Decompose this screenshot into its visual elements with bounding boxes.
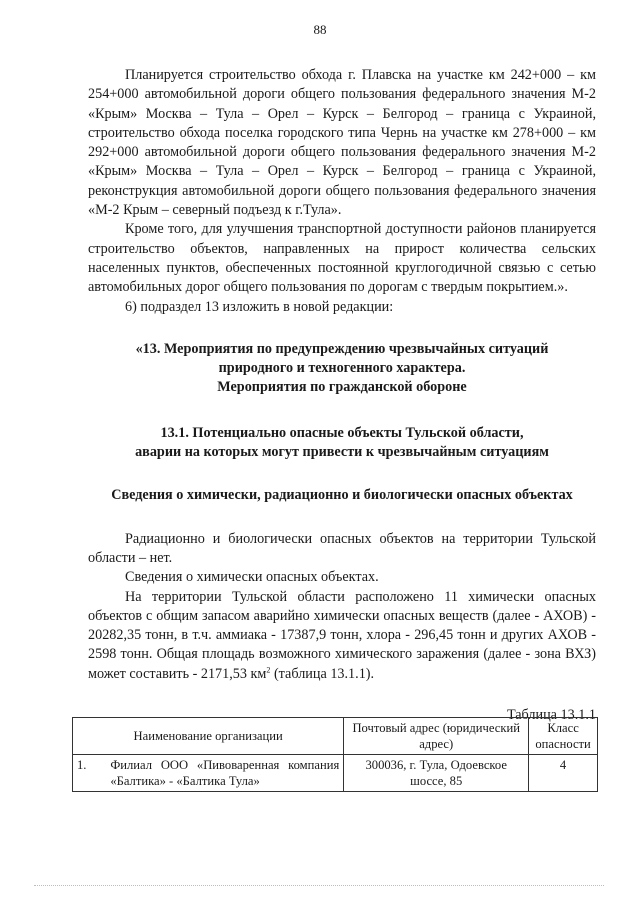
info-heading: Сведения о химически, радиационно и биологически опасных объектах	[111, 487, 573, 504]
paragraph-transport-accessibility: Кроме того, для улучшения транспортной доступности районов планируется строительство объектов, направленных на прирост количества сельских населенных пунктов, обеспеченных постоянной круглогодичной связью с сетью автомобильных дорог общего пользования по дорогам с твердым покрытием.».	[88, 221, 596, 296]
document-body	[88, 66, 596, 743]
subsection-heading-line2: аварии на которых могут привести к чрезвычайным ситуациям	[135, 444, 549, 461]
table-caption: Таблица 13.1.1	[506, 707, 596, 724]
section-heading	[88, 340, 596, 398]
section-heading-line2: природного и техногенного характера.	[218, 360, 466, 377]
row-organization-name: Филиал ООО «Пивоваренная компания «Балтика» - «Балтика Тула»	[106, 755, 343, 792]
row-hazard-class: 4	[529, 755, 598, 792]
page-number: 88	[313, 22, 327, 37]
section-heading-line1: «13. Мероприятия по предупреждению чрезвычайных ситуаций	[135, 340, 549, 357]
paragraph-radiation-objects: Радиационно и биологически опасных объектов на территории Тульской области – нет.	[88, 530, 596, 566]
subsection-heading-line1: 13.1. Потенциально опасные объекты Тульской области,	[160, 424, 524, 441]
section-heading-line3: Мероприятия по гражданской обороне	[217, 379, 467, 396]
row-number: 1.	[73, 755, 107, 792]
paragraph-subsection-amendment: 6) подраздел 13 изложить в новой редакции:	[125, 298, 394, 315]
paragraph-chemical-intro: Сведения о химически опасных объектах.	[125, 569, 379, 586]
scan-artifact-line	[34, 885, 604, 887]
chemical-objects-tail: (таблица 13.1.1).	[270, 665, 375, 682]
hazardous-objects-table	[72, 717, 598, 792]
table-row	[73, 755, 598, 792]
header-postal-address: Почтовый адрес (юридический адрес)	[344, 718, 529, 755]
table-header-row	[73, 718, 598, 755]
header-organization-name: Наименование организации	[73, 718, 344, 755]
chemical-objects-text: На территории Тульской области расположено 11 химически опасных объектов с общим запасом аварийно химически опасных веществ (далее - АХОВ) - 20282,35 тонн, в т.ч. аммиака - 17387,9 тонн, хлора - 296,45 тонн и других АХОВ - 2598 тонн. Общая площадь возможного химического заражения (далее - зона ВХЗ) может составить - 2171,53 км	[88, 588, 596, 682]
paragraph-chemical-objects	[88, 588, 596, 684]
subsection-heading	[88, 424, 596, 463]
paragraph-bypass-construction: Планируется строительство обхода г. Плавска на участке км 242+000 – км 254+000 автомобильной дороги общего пользования федерального значения М-2 «Крым» Москва – Тула – Орел – Курск – Белгород – граница с Украиной, строительство обхода поселка городского типа Чернь на участке км 278+000 – км 292+000 автомобильной дороги общего пользования федерального значения М-2 «Крым» Москва – Тула – Орел – Курск – Белгород – граница с Украиной, реконструкция автомобильной дороги общего пользования федерального значения «М-2 Крым – северный подъезд к г.Тула».	[88, 67, 596, 219]
superscript-squared: 2	[266, 664, 271, 674]
row-postal-address: 300036, г. Тула, Одоевское шоссе, 85	[344, 755, 529, 792]
header-hazard-class: Класс опасности	[529, 718, 598, 755]
